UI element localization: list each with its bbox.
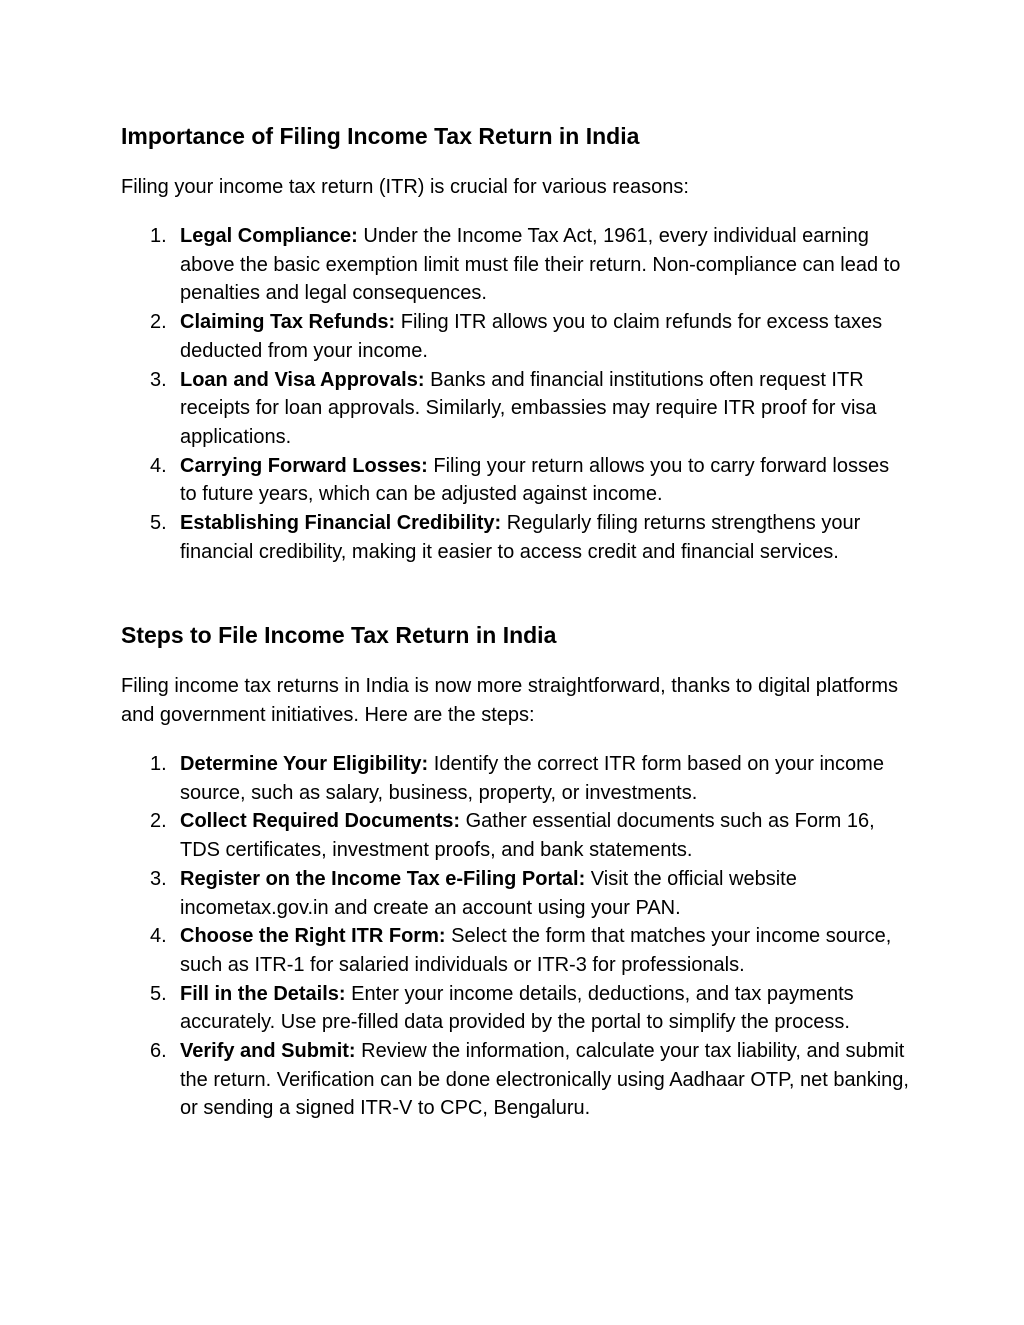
list-item-text: Enter your income details, deductions, and tax payments accurately. Use pre-filled data provided by the portal to simplify the process. [180, 982, 854, 1034]
list-item-number: 4. [150, 454, 167, 477]
list-item-text: Select the form that matches your income source, such as ITR-1 for salaried individuals or ITR-3 for professionals. [180, 925, 892, 976]
list-item-number: 3. [150, 867, 167, 890]
list-item-term: Carrying Forward Losses: [180, 454, 428, 477]
list-item [121, 1037, 911, 1123]
list-item [121, 807, 911, 864]
list-item-number: 5. [150, 512, 167, 535]
list-item-term: Fill in the Details: [180, 982, 346, 1005]
list-item-term: Collect Required Documents: [180, 810, 461, 833]
list-item-term: Register on the Income Tax e-Filing Portal: [180, 867, 586, 890]
list-item [121, 308, 911, 365]
list-item-term: Legal Compliance: [180, 225, 358, 247]
list-item [121, 750, 911, 807]
list-item-number: 1. [150, 753, 167, 775]
list-item [121, 222, 911, 308]
section-intro-steps: Filing income tax returns in India is now more straightforward, thanks to digital platforms and government initiatives. Here are the steps: [121, 675, 899, 726]
list-item-text: Review the information, calculate your tax liability, and submit the return. Verification can be done electronically using Aadhaar OTP, net banking, or sending a signed ITR-V to CPC, Bengaluru. [180, 1040, 909, 1120]
steps-list [121, 750, 911, 1123]
list-item [121, 452, 911, 509]
list-item-number: 2. [150, 311, 167, 334]
list-item [121, 980, 911, 1037]
list-item-term: Verify and Submit: [180, 1040, 356, 1063]
list-item-term: Claiming Tax Refunds: [180, 311, 396, 334]
list-item-number: 5. [150, 982, 167, 1005]
list-item-text: Gather essential documents such as Form 16, TDS certificates, investment proofs, and bank statements. [180, 810, 875, 862]
list-item-term: Loan and Visa Approvals: [180, 368, 425, 391]
section-heading-steps: Steps to File Income Tax Return in India [121, 622, 557, 648]
list-item-term: Choose the Right ITR Form: [180, 925, 446, 948]
list-item-term: Establishing Financial Credibility: [180, 512, 502, 535]
list-item [121, 509, 911, 566]
list-item-text: Filing your return allows you to carry forward losses to future years, which can be adjusted against income. [180, 454, 890, 506]
list-item-text: Visit the official website incometax.gov.in and create an account using your PAN. [180, 867, 797, 919]
list-item-term: Determine Your Eligibility: [180, 753, 429, 775]
list-item-text: Regularly filing returns strengthens your financial credibility, making it easier to access credit and financial services. [180, 512, 861, 563]
section-heading-importance: Importance of Filing Income Tax Return in India [121, 123, 640, 149]
list-item [121, 865, 911, 922]
list-item-text: Banks and financial institutions often request ITR receipts for loan approvals. Similarly, embassies may require ITR proof for visa applications. [180, 368, 877, 448]
importance-list [121, 222, 911, 566]
list-item-number: 2. [150, 810, 167, 833]
list-item-number: 1. [150, 225, 167, 247]
section-intro-importance: Filing your income tax return (ITR) is crucial for various reasons: [121, 176, 689, 198]
list-item [121, 922, 911, 979]
list-item-text: Under the Income Tax Act, 1961, every individual earning above the basic exemption limit must file their return. Non-compliance can lead to penalties and legal consequences. [180, 225, 901, 305]
list-item-number: 6. [150, 1040, 167, 1063]
list-item-text: Identify the correct ITR form based on your income source, such as salary, business, property, or investments. [180, 753, 884, 804]
list-item-number: 3. [150, 368, 167, 391]
list-item-number: 4. [150, 925, 167, 948]
list-item-text: Filing ITR allows you to claim refunds for excess taxes deducted from your income. [180, 311, 883, 362]
list-item [121, 366, 911, 452]
